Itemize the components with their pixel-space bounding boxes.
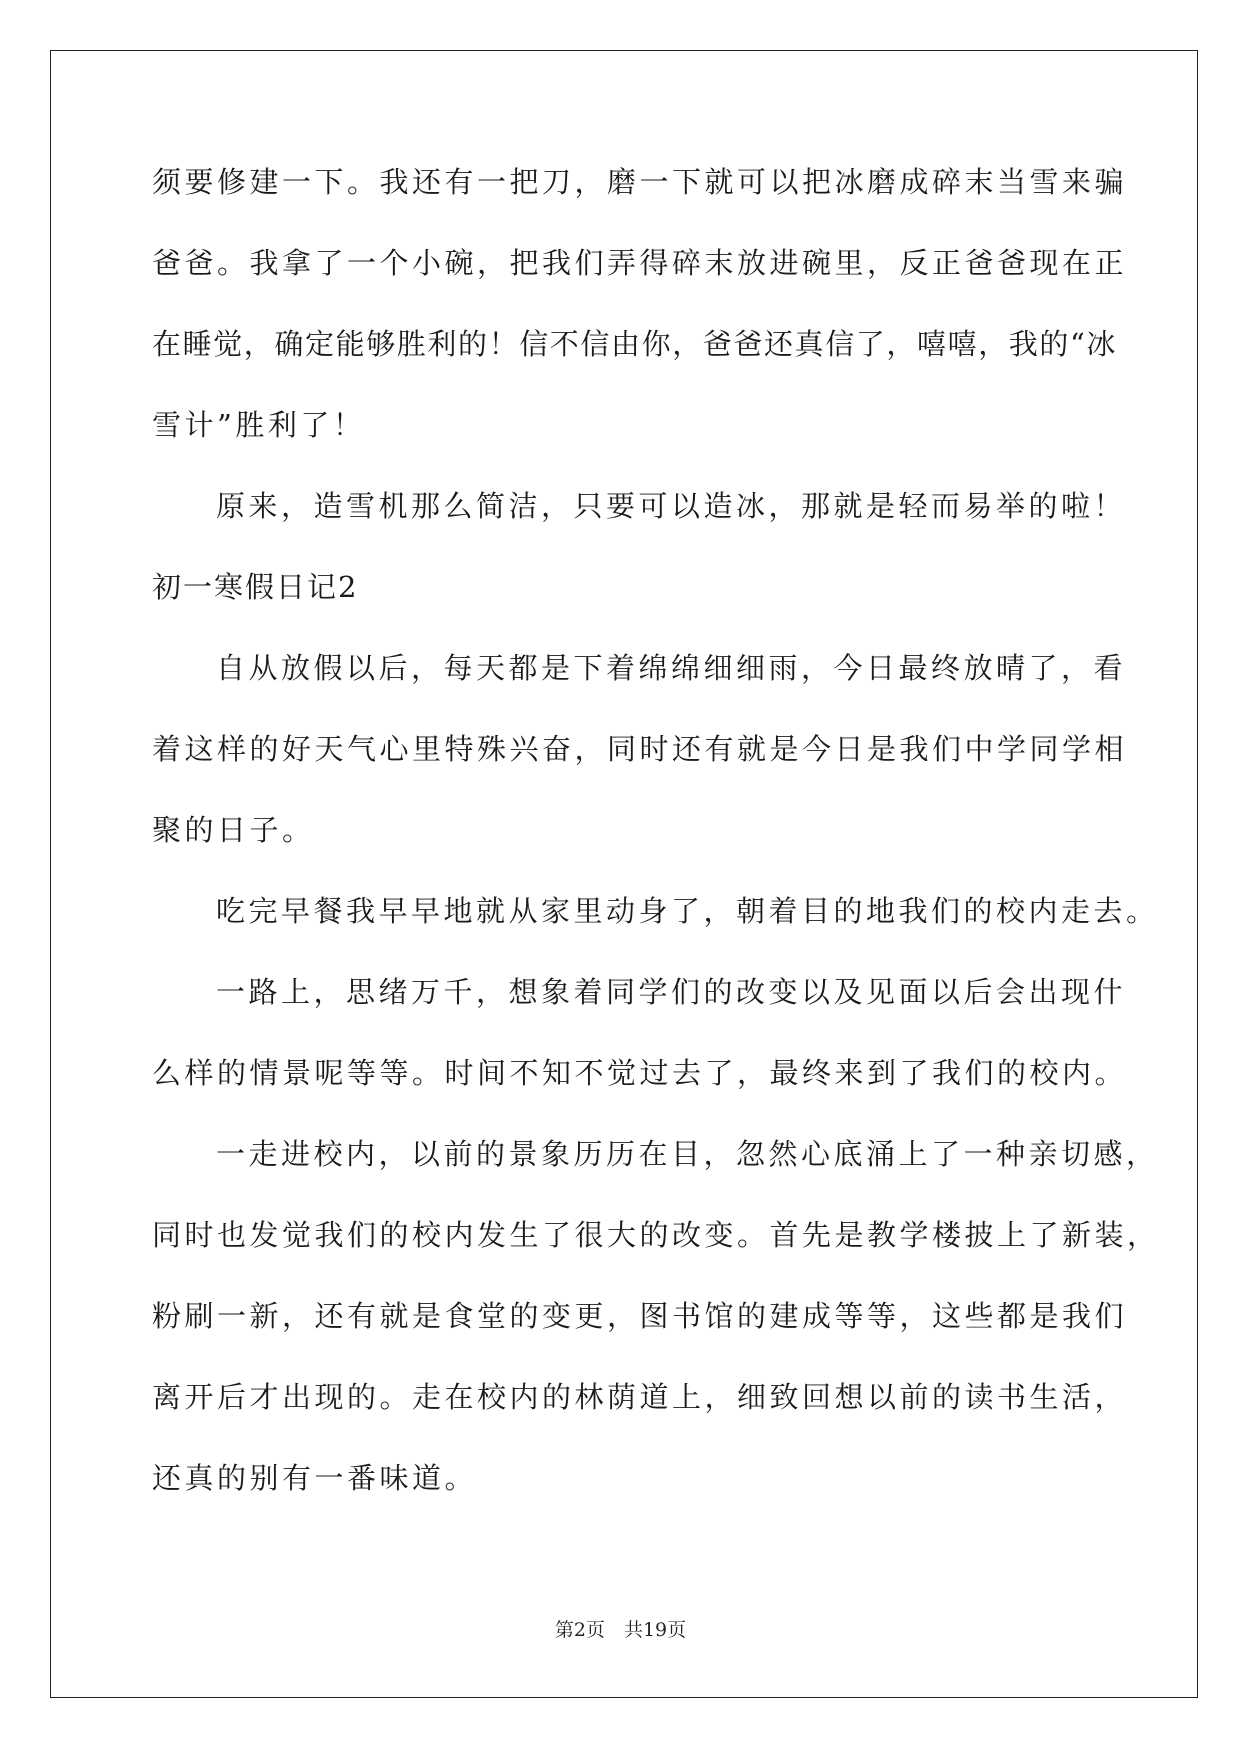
section-heading: 初一寒假日记2 — [152, 570, 359, 604]
text-line: 爸爸。我拿了一个小碗，把我们弄得碎末放进碗里，反正爸爸现在正 — [152, 246, 1128, 280]
text-line: 粉刷一新，还有就是食堂的变更，图书馆的建成等等，这些都是我们 — [152, 1299, 1128, 1333]
text-line: 么样的情景呢等等。时间不知不觉过去了，最终来到了我们的校内。 — [152, 1056, 1128, 1090]
text-line: 须要修建一下。我还有一把刀，磨一下就可以把冰磨成碎末当雪来骗 — [152, 165, 1128, 199]
paragraph-line: 一走进校内，以前的景象历历在目，忽然心底涌上了一种亲切感， — [216, 1137, 1159, 1171]
text-line: 还真的别有一番味道。 — [152, 1461, 478, 1495]
paragraph-line: 吃完早餐我早早地就从家里动身了，朝着目的地我们的校内走去。 — [216, 894, 1159, 928]
text-line: 离开后才出现的。走在校内的林荫道上，细致回想以前的读书生活， — [152, 1380, 1128, 1414]
text-line: 雪计”胜利了！ — [152, 408, 366, 442]
text-line: 聚的日子。 — [152, 813, 315, 847]
paragraph-line: 原来，造雪机那么简洁，只要可以造冰，那就是轻而易举的啦！ — [216, 489, 1127, 523]
text-line: 同时也发觉我们的校内发生了很大的改变。首先是教学楼披上了新装， — [152, 1218, 1160, 1252]
text-line: 在睡觉，确定能够胜利的！信不信由你，爸爸还真信了，嘻嘻，我的“冰 — [152, 327, 1118, 361]
paragraph-line: 自从放假以后，每天都是下着绵绵细细雨，今日最终放晴了，看 — [216, 651, 1127, 685]
text-line: 着这样的好天气心里特殊兴奋，同时还有就是今日是我们中学同学相 — [152, 732, 1128, 766]
page-number-footer: 第2页 共19页 — [554, 1619, 687, 1641]
document-body — [152, 160, 1160, 1537]
paragraph-line: 一路上，思绪万千，想象着同学们的改变以及见面以后会出现什 — [216, 975, 1127, 1009]
